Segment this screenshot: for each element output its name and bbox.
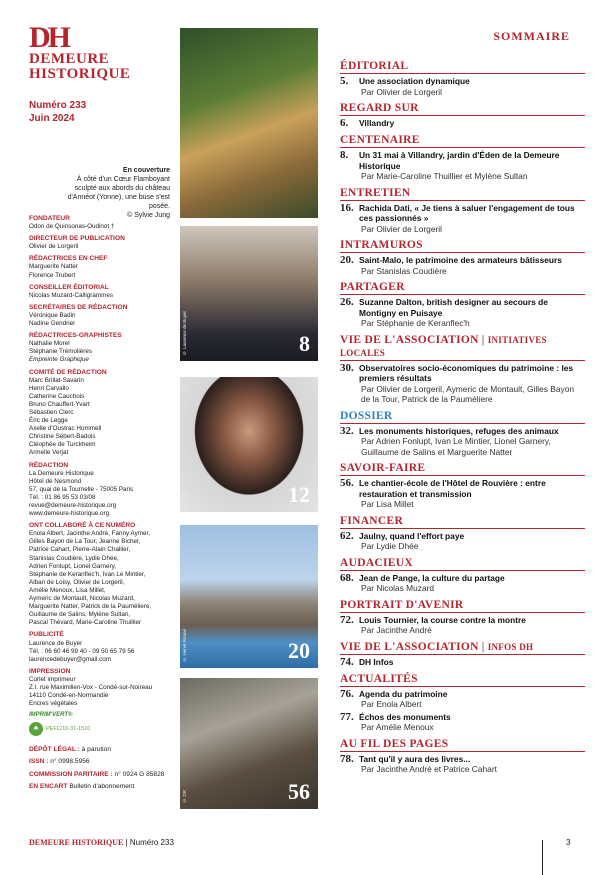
entry-page: 62.	[340, 529, 354, 542]
credit-line: Stanislas Coudière, Lydie Dhée,	[29, 554, 119, 562]
credit-line: Alban de Loisy, Olivier de Lorgeril,	[29, 578, 125, 586]
credit-heading: COMITÉ DE RÉDACTION	[29, 368, 107, 376]
chantier-photo	[180, 678, 318, 809]
toc-section	[340, 515, 585, 552]
credit-heading: SECRÉTAIRES DE RÉDACTION	[29, 303, 128, 311]
credit-line: Marc Brillat-Savarin	[29, 376, 84, 384]
entry-title: Jaulny, quand l'effort paye	[359, 530, 465, 541]
toc-entry[interactable]	[340, 118, 585, 129]
entry-author: Par Jacinthe André et Patrice Cahart	[361, 764, 497, 774]
credit-line: laurencedebuyer@gmail.com	[29, 655, 111, 663]
credit-heading: RÉDACTION	[29, 461, 69, 469]
entry-page: 78.	[340, 752, 354, 765]
toc-entry[interactable]	[340, 363, 585, 405]
page-ref: 56	[288, 779, 310, 804]
toc-entry[interactable]	[340, 297, 585, 329]
entry-author: Par Enola Albert	[361, 699, 422, 709]
entry-title: Agenda du patrimoine	[359, 688, 448, 699]
toc-section	[340, 334, 585, 405]
credit-line: Bruno Chauffert-Yvart	[29, 400, 90, 408]
credit-line: Encres végétales	[29, 700, 78, 708]
toc-section	[340, 134, 585, 182]
credit-line: Corlet imprimeur	[29, 675, 76, 683]
entry-page: 76.	[340, 687, 354, 700]
section-heading: FINANCER	[340, 515, 585, 529]
credit-heading: DIRECTEUR DE PUBLICATION	[29, 235, 125, 243]
credit-line: Marguerite Natter	[29, 263, 78, 271]
credit-line: Gilles Bayon de La Tour, Jeanne Bicher,	[29, 538, 141, 546]
toc-section	[340, 410, 585, 458]
credit-line: Patrice Cahart, Pierre-Alain Challier,	[29, 546, 131, 554]
section-heading: ACTUALITÉS	[340, 673, 585, 687]
section-heading: PARTAGER	[340, 281, 585, 295]
toc-entry[interactable]	[340, 573, 585, 594]
credit-line: 14110 Condé-en-Normandie	[29, 692, 109, 700]
credit-heading: ONT COLLABORÉ À CE NUMÉRO	[29, 522, 136, 530]
villandry-photo	[180, 226, 318, 361]
credit-line: Florence Trubert	[29, 271, 76, 279]
credit-line: Hôtel de Nesmond	[29, 477, 82, 485]
entry-page: 56.	[340, 477, 354, 489]
credit-line: Tél. : 06 60 46 99 40 - 09 50 65 79 56	[29, 647, 135, 655]
entry-title: Observatoires socio-économiques du patrimoine : les premiers résultats	[359, 362, 574, 383]
dh-monogram: DH	[29, 21, 68, 54]
toc-section	[340, 102, 585, 129]
footer-divider	[542, 840, 543, 875]
entry-author: Par Nicolas Muzard	[361, 583, 435, 593]
cover-photo	[180, 28, 318, 218]
entry-title: DH Infos	[359, 656, 394, 667]
entry-author: Par Lisa Millet	[361, 499, 414, 509]
toc-entry[interactable]	[340, 150, 585, 182]
toc-entry[interactable]	[340, 478, 585, 510]
credit-line: Nadine Gendrier	[29, 320, 76, 328]
credit-line: Catherine Cauchois	[29, 392, 85, 400]
entry-page: 6.	[340, 117, 349, 129]
photo-credit: © DR	[182, 493, 187, 506]
footer	[29, 838, 174, 847]
toc-section	[340, 673, 585, 733]
credit-heading: EN ENCART Bulletin d'abonnement	[29, 782, 135, 790]
toc-section	[340, 187, 585, 235]
entry-title: Les monuments historiques, refuges des animaux	[359, 425, 559, 436]
credit-heading: FONDATEUR	[29, 215, 70, 222]
credit-heading: PUBLICITÉ	[29, 631, 64, 639]
credit-line: Axelle d'Oustrac Hommell	[29, 425, 102, 433]
entry-title: Échos des monuments	[359, 711, 451, 722]
issue-date: Juin 2024	[29, 113, 75, 124]
toc-entry[interactable]	[340, 76, 585, 97]
cover-text: À côté d'un Cœur Flamboyant sculpté aux abords du château d'Annéot (Yonne), une buse s'est posée.	[67, 176, 170, 210]
dati-photo	[180, 377, 318, 512]
credit-heading: COMMISSION PARITAIRE : n° 0924 G 85828	[29, 770, 165, 778]
pefc-tree-icon: ♣	[29, 722, 43, 736]
entry-author: Par Stanislas Coudière	[361, 265, 447, 276]
credit-line: Marguerite Natter, Patrick de la Pauméliere,	[29, 603, 152, 611]
credit-line: Olivier de Lorgeril	[29, 243, 79, 251]
masthead-credits	[29, 211, 174, 791]
toc-entry[interactable]	[340, 426, 585, 458]
section-heading: AUDACIEUX	[340, 557, 585, 571]
credit-line: Armelle Verjat	[29, 449, 69, 457]
issue-number: Numéro 233	[29, 100, 87, 111]
entry-title: Villandry	[359, 118, 395, 128]
brand-line1: DEMEURE	[29, 51, 110, 67]
page-ref: 20	[288, 638, 310, 663]
entry-author: Par Marie-Caroline Thuillier et Mylène Sultan	[361, 171, 528, 181]
entry-page: 74.	[340, 655, 354, 668]
entry-page: 68.	[340, 571, 354, 584]
credit-heading: RÉDACTRICES-GRAPHISTES	[29, 332, 122, 340]
toc-section	[340, 738, 585, 775]
entry-title: Le chantier-école de l'Hôtel de Rouvière : entre restauration et transmission	[359, 478, 546, 499]
credit-line: La Demeure Historique	[29, 469, 94, 477]
table-of-contents	[340, 60, 585, 780]
credit-heading: IMPRESSION	[29, 667, 71, 675]
pefc-text: PEFC/10-31-1510	[46, 726, 91, 733]
credit-line: Stéphanie Trémolières	[29, 348, 93, 356]
imprimvert-logo: IMPRIM'VERT®	[29, 712, 73, 719]
toc-section	[340, 557, 585, 594]
credit-line: www.demeure-historique.org	[29, 510, 110, 518]
toc-entry[interactable]	[340, 255, 585, 276]
section-heading: INTRAMUROS	[340, 239, 585, 253]
entry-title: Louis Tournier, la course contre la montre	[359, 614, 526, 625]
toc-section	[340, 599, 585, 636]
entry-title: Un 31 mai à Villandry, jardin d'Éden de la Demeure Historique	[359, 150, 560, 171]
toc-section	[340, 641, 585, 668]
entry-author: Par Lydie Dhée	[361, 541, 419, 551]
entry-author: Par Olivier de Lorgeril, Aymeric de Montault, Gilles Bayon de la Tour, Patrick de la Pauméliere	[361, 383, 575, 404]
entry-page: 30.	[340, 361, 354, 374]
entry-page: 8.	[340, 149, 349, 161]
entry-title: Saint-Malo, le patrimoine des armateurs bâtisseurs	[359, 255, 562, 265]
credit-line: Enola Albert, Jacinthe André, Fanny Aymer,	[29, 530, 150, 538]
toc-entry[interactable]	[340, 615, 585, 636]
section-heading: CENTENAIRE	[340, 134, 585, 148]
toc-section	[340, 281, 585, 329]
credit-line: revue@demeure-historique.org	[29, 502, 117, 509]
credit-line: Empreinte Graphique	[29, 356, 89, 364]
credit-line: Nicolas Muzard-Calligrammes	[29, 291, 113, 299]
toc-entry[interactable]	[340, 203, 585, 235]
toc-entry[interactable]	[340, 754, 585, 775]
toc-entry[interactable]	[340, 531, 585, 552]
entry-author: Par Jacinthe André	[361, 625, 432, 635]
cover-heading: En couverture	[122, 167, 170, 174]
credit-line: Véronique Badin	[29, 311, 76, 319]
credit-line: Christine Sébert-Badois	[29, 433, 96, 441]
saint-malo-photo	[180, 525, 318, 668]
entry-author: Par Olivier de Lorgeril	[361, 223, 442, 234]
pefc-logo	[29, 722, 174, 736]
page-number: 3	[566, 838, 571, 847]
entry-title: Rachida Dati, « Je tiens à saluer l'engagement de tous ces passionnés »	[359, 202, 575, 223]
credit-line: Z.I. rue Maximilien-Vox - Condé-sur-Noireau	[29, 683, 153, 691]
entry-page: 77.	[340, 710, 354, 723]
entry-page: 16.	[340, 201, 354, 214]
section-heading: ÉDITORIAL	[340, 60, 585, 74]
section-heading: REGARD SUR	[340, 102, 585, 116]
credit-line: Sébastien Clerc	[29, 408, 74, 416]
section-heading: PORTRAIT D'AVENIR	[340, 599, 585, 613]
entry-title: Une association dynamique	[359, 76, 470, 86]
credit-line: Odon de Quinsonas-Oudinot †	[29, 223, 115, 231]
credit-line: Amélie Menoux, Lisa Millet,	[29, 586, 106, 594]
credit-line: Aymeric de Montault, Nicolas Muzard,	[29, 595, 135, 603]
toc-entry[interactable]	[340, 712, 585, 733]
photo-credit: © Hervé Ronné	[182, 629, 187, 662]
credit-line: Laurence de Buyer	[29, 639, 83, 647]
entry-author: Par Adrien Fonlupt, Ivan Le Mintier, Lionel Garnery, Guillaume de Salins et Marguerite Natter	[361, 436, 551, 457]
credit-line: Henri Carvallo	[29, 384, 69, 392]
section-heading: ENTRETIEN	[340, 187, 585, 201]
credit-heading: RÉDACTRICES EN CHEF	[29, 255, 108, 263]
toc-section	[340, 462, 585, 510]
entry-page: 5.	[340, 75, 349, 87]
section-heading: VIE DE L'ASSOCIATION | INFOS DH	[340, 641, 585, 655]
credit-line: Adrien Fonlupt, Lionel Garnery,	[29, 562, 117, 570]
entry-author: Par Stéphanie de Keranflec'h	[361, 318, 470, 328]
credit-line: Éric de Legge	[29, 417, 68, 425]
credit-line: 57, quai de la Tournelle - 75005 Paris	[29, 485, 134, 493]
brand-line2: HISTORIQUE	[29, 66, 131, 82]
entry-page: 26.	[340, 296, 354, 308]
entry-title: Jean de Pange, la culture du partage	[359, 572, 505, 583]
entry-author: Par Olivier de Lorgeril	[361, 86, 442, 97]
credit-line: Pascal Thévard, Marie-Caroline Thuillier	[29, 619, 142, 627]
footer-sep: |	[125, 838, 128, 847]
entry-page: 32.	[340, 424, 354, 437]
credit-heading: DÉPÔT LÉGAL : à parution	[29, 746, 111, 754]
issue-info	[29, 99, 86, 125]
section-heading: AU FIL DES PAGES	[340, 738, 585, 752]
toc-entry[interactable]	[340, 657, 585, 668]
credit-heading: ISSN : n° 0998.5956	[29, 758, 90, 766]
toc-section	[340, 60, 585, 97]
page-ref: 12	[288, 482, 310, 507]
photo-credit: © DR	[182, 790, 187, 803]
credit-line: Guillaume de Salins, Mylène Sultan,	[29, 611, 131, 619]
credit-line: Stéphanie de Keranflec'h, Ivan Le Mintier,	[29, 570, 146, 578]
section-heading: VIE DE L'ASSOCIATION | INITIATIVES LOCALES	[340, 334, 585, 361]
credit-line: Tél. : 01 86 95 53 03/08	[29, 493, 96, 501]
toc-entry[interactable]	[340, 689, 585, 710]
section-heading: DOSSIER	[340, 410, 585, 424]
toc-section	[340, 239, 585, 276]
entry-title: Suzanne Dalton, british designer au secours de Montigny en Puisaye	[359, 297, 548, 318]
entry-author: Par Amélie Menoux	[361, 722, 434, 732]
page-ref: 8	[299, 331, 310, 356]
credit-line: Cléophée de Turckheim	[29, 441, 96, 449]
cover-credit: © Sylvie Jung	[127, 212, 170, 219]
photo-credit: © Laurence de Buyer	[182, 310, 187, 355]
section-heading: SAVOIR-FAIRE	[340, 462, 585, 476]
credit-heading: CONSEILLER ÉDITORIAL	[29, 283, 109, 291]
entry-title: Tant qu'il y aura des livres...	[359, 753, 471, 764]
footer-brand: DEMEURE HISTORIQUE	[29, 838, 124, 847]
footer-issue: Numéro 233	[129, 838, 174, 847]
entry-page: 20.	[340, 254, 354, 266]
entry-page: 72.	[340, 613, 354, 626]
sommaire-title: SOMMAIRE	[493, 29, 570, 43]
magazine-logo	[29, 21, 159, 82]
credit-line: Nathalie Morel	[29, 340, 70, 348]
